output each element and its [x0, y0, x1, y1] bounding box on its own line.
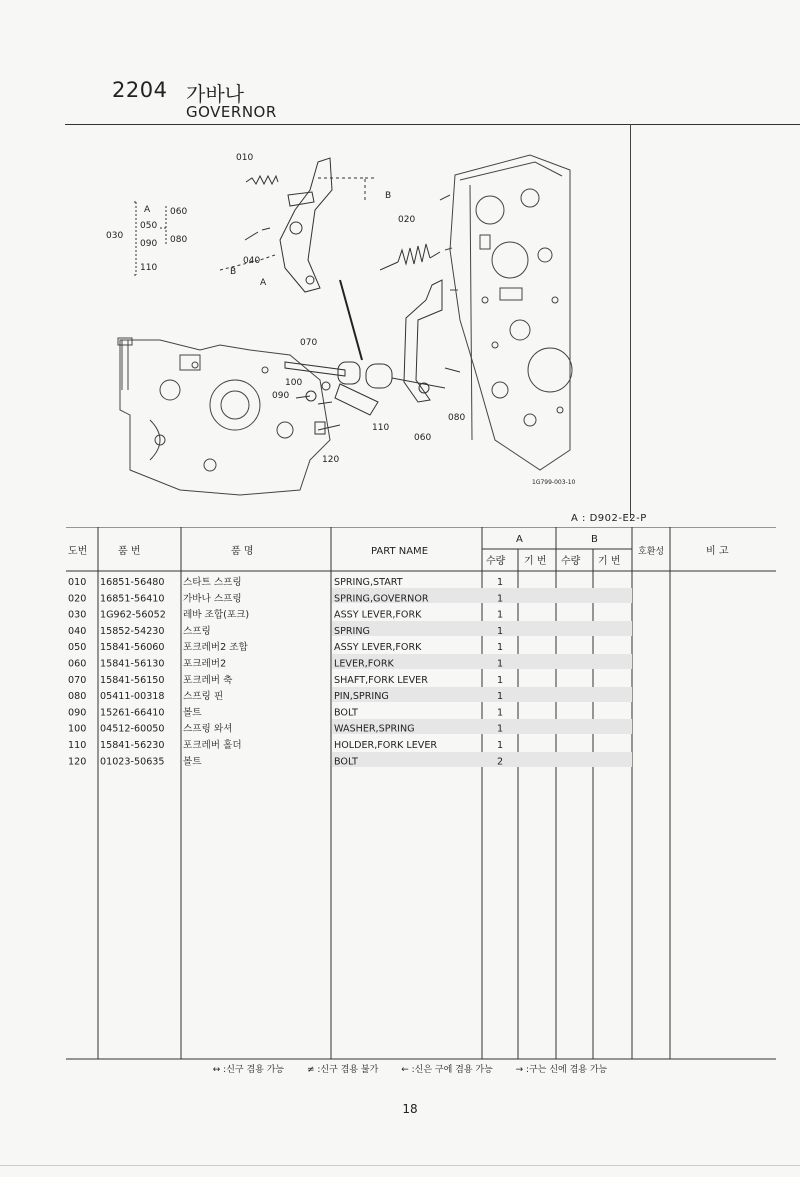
row-part-name: SPRING,GOVERNOR: [334, 593, 429, 605]
legend-item: ≠ :신구 겸용 불가: [306, 1065, 379, 1075]
row-part-no: 15841-56150: [100, 674, 165, 686]
row-part-no: 05411-00318: [100, 691, 165, 703]
legend-item: ↔ :신구 겸용 가능: [212, 1065, 285, 1075]
legend-item: ← :신은 구에 겸용 가능: [401, 1065, 493, 1075]
page-edge: [0, 1165, 800, 1166]
gear-case-drawing: [118, 338, 330, 495]
row-part-name: ASSY LEVER,FORK: [334, 642, 422, 654]
row-no: 020: [68, 593, 87, 605]
table-row: [68, 674, 503, 686]
row-name-kr: 포크레버2: [183, 658, 227, 670]
header-group-a: A: [516, 534, 523, 545]
callout-010: 010: [236, 153, 254, 163]
model-note: A : D902-E2-P: [571, 513, 647, 524]
row-no: 120: [68, 756, 87, 768]
parts-table: [66, 527, 776, 1062]
header-no: 도번: [68, 546, 88, 557]
row-qty: 1: [497, 625, 504, 637]
row-name-kr: 스타트 스프링: [183, 577, 242, 588]
row-part-no: 16851-56480: [100, 577, 165, 588]
row-part-no: 15852-54230: [100, 625, 165, 637]
callout-a-left: A: [260, 278, 267, 288]
row-part-name: BOLT: [334, 756, 358, 768]
table-row: [68, 706, 503, 718]
row-name-kr: 스프링 와셔: [183, 723, 233, 735]
row-part-no: 04512-60050: [100, 723, 165, 735]
spring-020-drawing: [380, 244, 440, 270]
row-part-no: 1G962-56052: [100, 609, 166, 621]
group-item-a: A: [144, 205, 151, 215]
row-no: 010: [68, 577, 87, 588]
legend-item: → :구는 신에 겸용 가능: [515, 1065, 608, 1075]
row-no: 050: [68, 642, 87, 654]
table-row: [68, 609, 503, 621]
row-name-kr: 레바 조합(포크): [183, 609, 250, 621]
row-part-name: ASSY LEVER,FORK: [334, 609, 422, 621]
row-name-kr: 스프링: [183, 625, 211, 637]
header-b-basic: 기 번: [598, 556, 621, 567]
row-name-kr: 볼트: [183, 756, 202, 768]
figure-code: 1G799-003-10: [532, 479, 576, 486]
row-qty: 1: [497, 740, 504, 751]
row-no: 110: [68, 740, 87, 751]
row-no: 070: [68, 674, 87, 686]
row-name-kr: 가바나 스프링: [183, 593, 242, 605]
callout-b-right: B: [385, 191, 392, 201]
table-row: [68, 739, 503, 751]
row-no: 030: [68, 609, 87, 621]
row-no: 060: [68, 658, 87, 670]
row-part-no: 15841-56130: [100, 658, 165, 670]
exploded-parts-diagram: [100, 140, 630, 520]
spring-010-drawing: [246, 176, 278, 184]
callout-120: 120: [322, 455, 340, 465]
group-range-060: 060: [170, 207, 188, 217]
group-item-050: 050: [140, 221, 158, 231]
row-no: 100: [68, 723, 87, 735]
table-row: [68, 641, 503, 653]
header-part-no: 품 번: [118, 546, 141, 557]
page-number: 18: [402, 1102, 418, 1116]
group-item-110: 110: [140, 263, 158, 273]
callout-060: 060: [414, 433, 432, 443]
header-remarks: 비 고: [706, 546, 729, 557]
header-a-qty: 수량: [486, 556, 506, 567]
row-name-kr: 포크레버 홀더: [183, 740, 242, 751]
row-part-name: PIN,SPRING: [334, 691, 389, 703]
header-a-basic: 기 번: [524, 556, 547, 567]
header-name-kr: 품 명: [231, 546, 254, 557]
callout-090: 090: [272, 391, 290, 401]
row-part-name: SPRING: [334, 625, 370, 637]
section-number: 2204: [112, 78, 168, 102]
row-qty: 1: [497, 642, 504, 654]
callout-080: 080: [448, 413, 466, 423]
row-no: 090: [68, 707, 87, 719]
row-qty: 1: [497, 723, 504, 735]
interchange-legend: [0, 1062, 800, 1075]
row-no: 080: [68, 691, 87, 703]
header-interchange: 호환성: [638, 547, 665, 557]
callout-030: 030: [106, 231, 124, 241]
section-title-korean: 가바나: [186, 82, 244, 106]
callout-100: 100: [285, 378, 303, 388]
row-part-no: 15841-56230: [100, 740, 165, 751]
row-part-no: 15261-66410: [100, 707, 165, 719]
row-part-name: HOLDER,FORK LEVER: [334, 740, 438, 751]
row-part-no: 16851-56410: [100, 593, 165, 605]
figure-divider: [630, 124, 631, 518]
row-name-kr: 스프링 핀: [183, 691, 224, 703]
group-item-090: 090: [140, 239, 158, 249]
row-part-name: WASHER,SPRING: [334, 723, 415, 735]
group-range-080: 080: [170, 235, 188, 245]
row-no: 040: [68, 625, 87, 637]
row-qty: 1: [497, 609, 504, 621]
callout-070: 070: [300, 338, 318, 348]
table-row: [68, 576, 503, 588]
row-part-no: 01023-50635: [100, 756, 165, 768]
row-qty: 1: [497, 691, 504, 703]
section-title-english: GOVERNOR: [186, 103, 277, 121]
row-name-kr: 포크레버2 조합: [183, 642, 248, 654]
header-group-b: B: [591, 534, 598, 545]
row-qty: 1: [497, 577, 504, 588]
row-part-no: 15841-56060: [100, 642, 165, 654]
header-b-qty: 수량: [561, 556, 581, 567]
row-name-kr: 포크레버 축: [183, 674, 233, 686]
row-name-kr: 볼트: [183, 707, 202, 719]
callout-020: 020: [398, 215, 416, 225]
callout-b-left: B: [230, 267, 237, 277]
callout-110: 110: [372, 423, 390, 433]
row-qty: 1: [497, 707, 504, 719]
header-part-name: PART NAME: [371, 546, 429, 557]
row-part-name: LEVER,FORK: [334, 658, 394, 670]
row-qty: 1: [497, 658, 504, 670]
title-divider: [65, 124, 800, 125]
row-qty: 1: [497, 593, 504, 605]
row-part-name: SHAFT,FORK LEVER: [334, 674, 428, 686]
callout-040: 040: [243, 256, 261, 266]
row-qty: 1: [497, 674, 504, 686]
row-qty: 2: [497, 756, 504, 768]
row-part-name: BOLT: [334, 707, 358, 719]
row-part-name: SPRING,START: [334, 577, 403, 588]
